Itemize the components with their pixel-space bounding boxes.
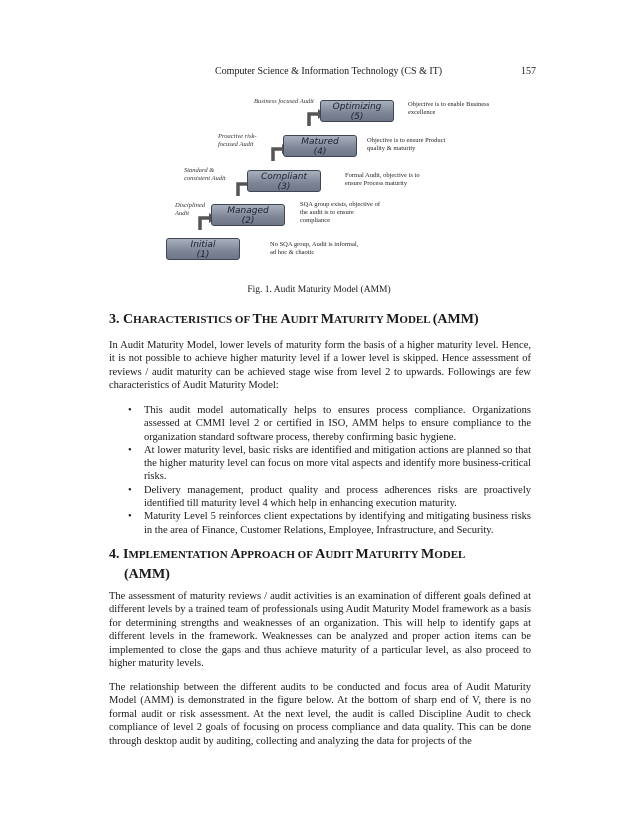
page-number: 157 (521, 66, 536, 77)
heading-part: ATURITY (333, 314, 387, 326)
step-matured (283, 135, 357, 157)
section-4-paragraph-1: The assessment of maturity reviews / audit activities is an examination of different goals defined at different levels by a trained team of professionals using Audit Maturity Model framework as a basis for determining strengths and weaknesses of an organization. This will help to identify gaps at different levels in the framework. Weaknesses can be analyzed and proper action items can be implemented to close the gaps and thus achieve maturity of a particular level, as also proceed to higher maturity levels. (109, 591, 531, 670)
bullet: • (128, 511, 132, 523)
desc-initial: No SQA group, Audit is informal, ad hoc & chaotic (270, 241, 359, 256)
desc-compliant: Formal Audit, objective is to ensure Process maturity (345, 172, 420, 187)
section-3-intro: In Audit Maturity Model, lower levels of maturity form the basis of a higher maturity level. Hence, it is not possible to achieve higher maturity level if a lower level is skipped. Hence assessment of reviews / audit maturity can be achieved stage wise from level 2 to upwards. Followings are few characteristics of Audit Maturity Model: (109, 340, 531, 392)
heading-part: A (315, 547, 326, 562)
step-optimizing (320, 100, 394, 122)
label-proactive: Proactive risk-focused Audit (218, 133, 257, 148)
list-item (109, 510, 531, 537)
list-item (109, 484, 531, 511)
label-standard: Standard & consistent Audit (184, 167, 226, 182)
heading-part: A (230, 547, 241, 562)
step-level: (1) (196, 250, 210, 260)
step-initial (166, 238, 240, 260)
heading-part: I (123, 547, 129, 562)
step-level: (2) (241, 216, 255, 226)
list-item-text: Delivery management, product quality and process adherences risks are proactively identified till maturity level 4 which help in enhancing execution maturity. (144, 484, 531, 510)
heading-part: M (386, 312, 400, 327)
section-4-heading (109, 545, 465, 584)
desc-managed: SQA group exists, objective of the audit is to ensure compliance (300, 201, 380, 224)
desc-optimizing: Objective is to enable Business excellence (408, 101, 490, 116)
step-arrow (309, 114, 319, 126)
journal-title: Computer Science & Information Technology (CS & IT) (215, 66, 443, 77)
characteristics-list (109, 404, 531, 537)
section-4-paragraph-2: The relationship between the different audits to be conducted and focus area of Audit Maturity Model (AMM) is demonstrated in the figure below. At the bottom of sharp end of V, there is no formal audit or risk assessment. At the next level, the audit is called Discipline Audit to check compliance of level 2 goals of focusing on process compliance and data quality. This can be done through desktop audit by auditing, collecting and analyzing the data for projects of the (109, 682, 531, 747)
step-level: (5) (350, 112, 364, 122)
step-arrow (273, 149, 283, 161)
heading-part: MPLEMENTATION (128, 549, 231, 561)
section-number: 4. (109, 547, 123, 562)
list-item-text: Maturity Level 5 reinforces client expectations by identifying and mitigating business risks in the area of Finance, Customer Relations, Employee, Infrastructure, and Security. (144, 511, 531, 536)
section-number: 3. (109, 312, 123, 327)
step-managed (211, 204, 285, 226)
heading-part: ATURITY (368, 549, 421, 561)
step-arrow (200, 218, 210, 230)
step-level: (3) (277, 182, 291, 192)
heading-part: M (355, 547, 369, 562)
step-name: Matured (301, 137, 339, 147)
step-level: (4) (313, 147, 327, 157)
audit-maturity-figure (160, 94, 500, 266)
heading-part: C (123, 312, 134, 327)
bullet: • (128, 484, 132, 496)
step-name: Optimizing (332, 102, 382, 112)
figure-caption: Fig. 1. Audit Maturity Model (AMM) (247, 285, 391, 295)
heading-part: UDIT (325, 549, 356, 561)
heading-part: (AMM) (432, 312, 479, 327)
list-item (109, 444, 531, 484)
heading-part: HARACTERISTICS OF (133, 314, 253, 326)
heading-part: ODEL (399, 314, 433, 326)
heading-part: HE (261, 314, 281, 326)
heading-part: A (280, 312, 291, 327)
heading-part: M (420, 547, 435, 562)
heading-line-2: (AMM) (124, 567, 170, 582)
label-business: Business focused Audit (254, 98, 314, 105)
step-name: Initial (190, 240, 216, 250)
section-3-heading (109, 312, 479, 328)
list-item-text: This audit model automatically helps to ensures process compliance. Organizations assessed at CMMI level 2 or certified in ISO, AMM helps to ensure compliance to the organization standard software process, thereby confirming basic hygiene. (144, 405, 531, 443)
heading-part: T (252, 312, 262, 327)
heading-part: ODEL (434, 549, 466, 561)
bullet: • (128, 405, 132, 416)
heading-part: PPROACH OF (240, 549, 316, 561)
list-item (109, 404, 531, 444)
bullet: • (128, 444, 132, 456)
heading-part: UDIT (290, 314, 321, 326)
step-compliant (247, 170, 321, 192)
heading-part: M (320, 312, 334, 327)
step-name: Managed (227, 206, 269, 216)
list-item-text: At lower maturity level, basic risks are identified and mitigation actions are planned so that the higher maturity level can focus on more vital aspects and identify more business-critical risks. (144, 444, 531, 483)
label-disciplined: Disciplined Audit (175, 202, 205, 217)
desc-matured: Objective is to ensure Product quality & maturity (367, 137, 446, 152)
step-name: Compliant (260, 172, 308, 182)
